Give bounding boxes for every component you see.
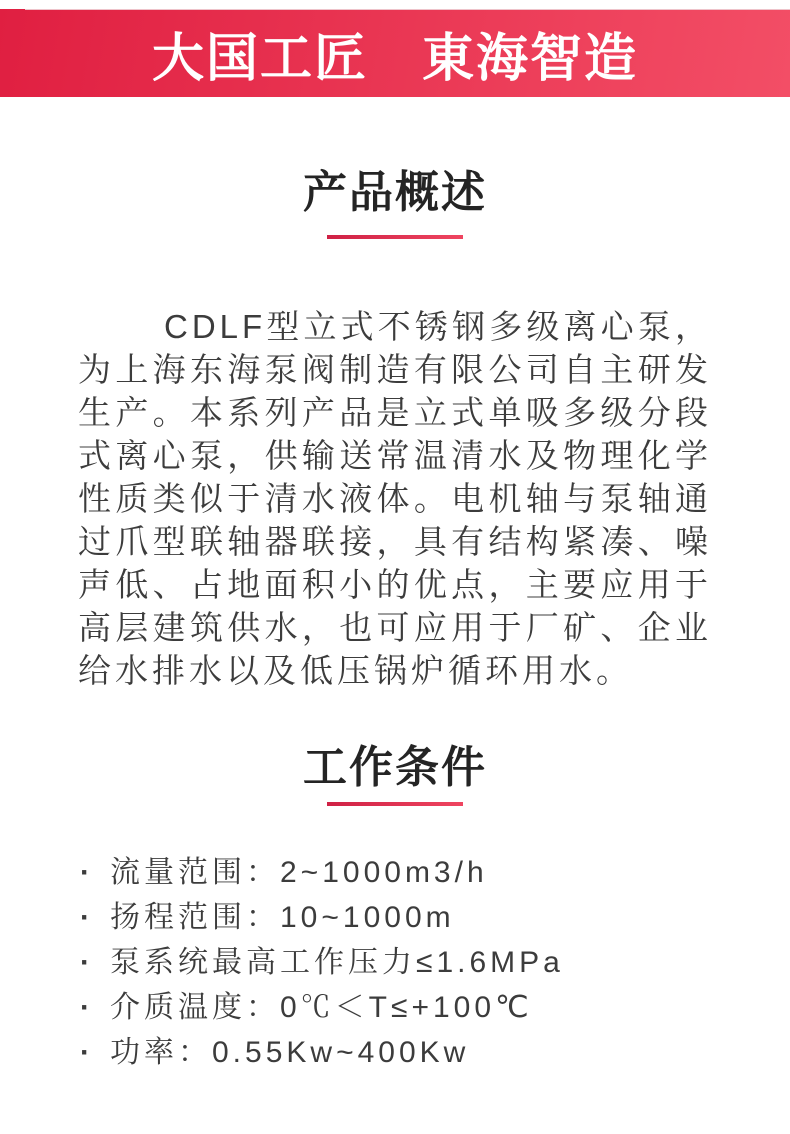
bullet-icon: ·	[80, 991, 94, 1024]
title-underline-product-overview	[327, 235, 463, 239]
list-item-text: 功率：0.55Kw~400Kw	[110, 1036, 470, 1069]
working-conditions-list	[80, 850, 730, 1075]
brand-banner	[0, 9, 790, 97]
bullet-icon: ·	[80, 901, 94, 934]
list-item-medium-temperature	[80, 985, 730, 1030]
top-divider	[25, 9, 790, 10]
section-title-working-conditions: 工作条件	[303, 743, 487, 792]
list-item-text: 流量范围：2~1000m3/h	[110, 856, 488, 889]
bullet-icon: ·	[80, 1036, 94, 1069]
list-item-max-pressure	[80, 940, 730, 985]
list-item-text: 扬程范围：10~1000m	[110, 901, 455, 934]
section-title-product-overview: 产品概述	[303, 168, 487, 217]
list-item-text: 泵系统最高工作压力≤1.6MPa	[110, 946, 564, 979]
list-item-head-range	[80, 895, 730, 940]
list-item-flow-range	[80, 850, 730, 895]
list-item-text: 介质温度：0℃＜T≤+100℃	[110, 991, 533, 1024]
bullet-icon: ·	[80, 856, 94, 889]
list-item-power-range	[80, 1030, 730, 1075]
title-underline-working-conditions	[327, 802, 463, 806]
product-overview-paragraph: CDLF型立式不锈钢多级离心泵，为上海东海泵阀制造有限公司自主研发生产。本系列产品是立式单吸多级分段式离心泵，供输送常温清水及物理化学性质类似于清水液体。电机轴与泵轴通过爪型联轴器联接，具有结构紧凑、噪声低、占地面积小的优点，主要应用于高层建筑供水，也可应用于厂矿、企业给水排水以及低压锅炉循环用水。	[78, 308, 712, 689]
bullet-icon: ·	[80, 946, 94, 979]
banner-title: 大国工匠 東海智造	[151, 29, 638, 88]
